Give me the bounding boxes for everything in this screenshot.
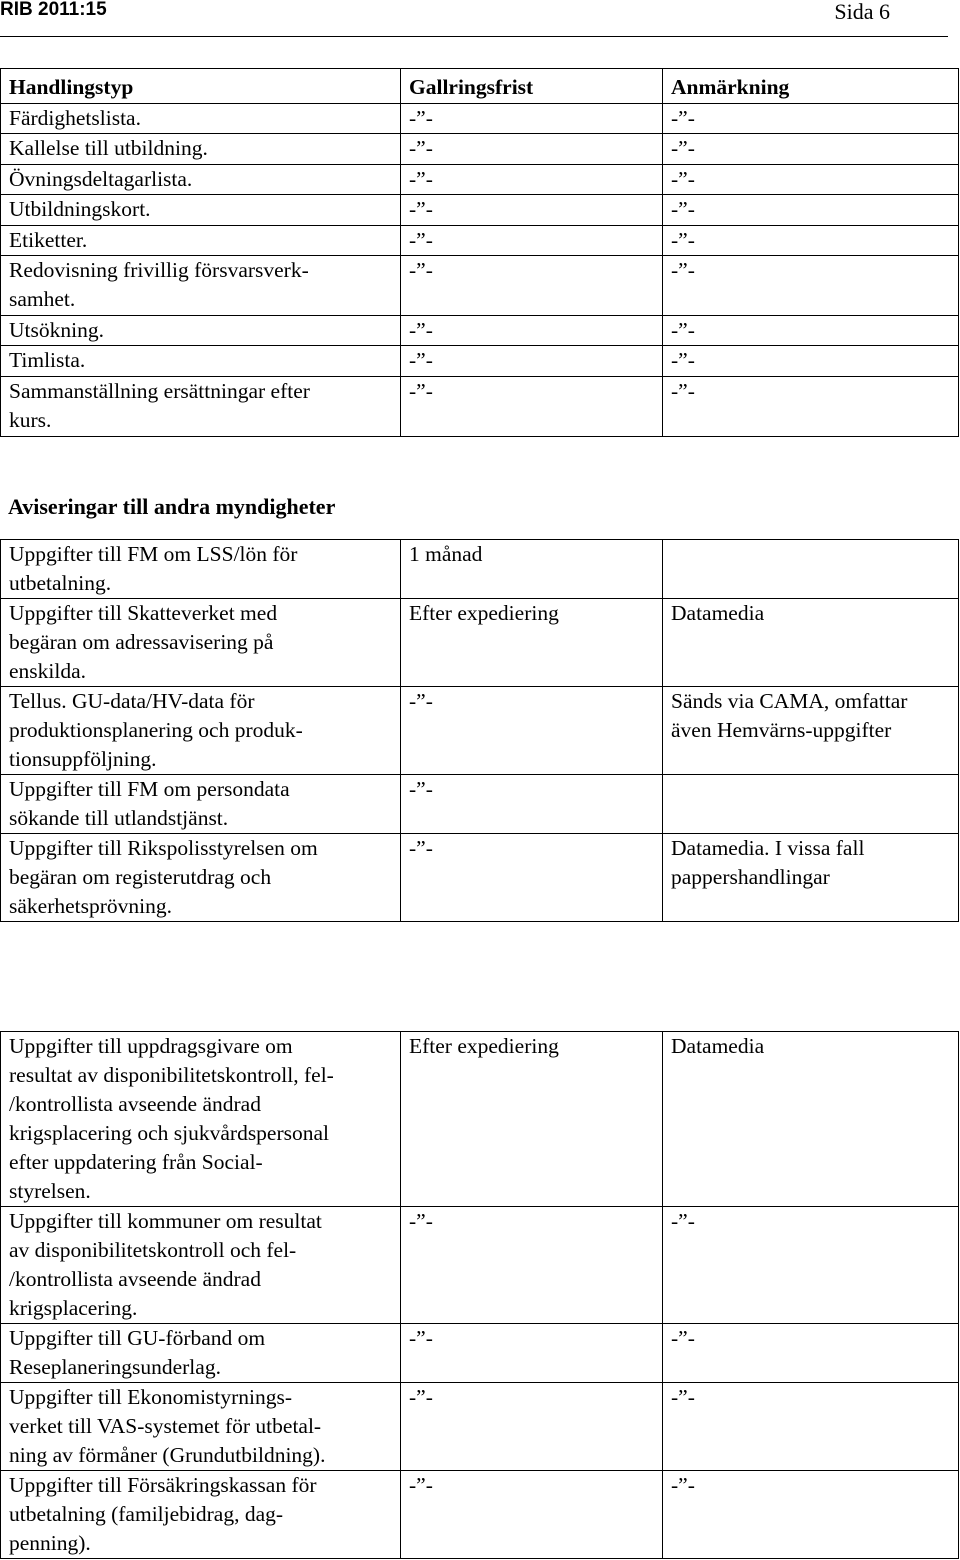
type-text: Uppgifter till Rikspolisstyrelsen om begäran om registerutdrag och säkerhetsprövning.	[9, 836, 318, 918]
cell-period	[401, 1471, 663, 1559]
table-row	[1, 1324, 959, 1383]
note-text: -”-	[671, 1209, 695, 1233]
cell-period	[401, 1324, 663, 1383]
period-text: -”-	[409, 1326, 433, 1350]
note-text: Datamedia	[671, 601, 765, 625]
cell-note	[663, 255, 959, 315]
cell-type	[1, 195, 401, 225]
period-text: -”-	[409, 197, 433, 222]
cell-type	[1, 103, 401, 133]
cell-period	[401, 599, 663, 687]
cell-note	[663, 599, 959, 687]
table-row	[1, 1383, 959, 1471]
table2-body	[1, 540, 959, 922]
document-id: RIB 2011:15	[0, 0, 107, 20]
column-header-period: Gallringsfrist	[401, 69, 663, 104]
cell-type	[1, 1383, 401, 1471]
table-row	[1, 1207, 959, 1324]
cell-note	[663, 1383, 959, 1471]
cell-type	[1, 1471, 401, 1559]
note-text: Sänds via CAMA, omfattar även Hemvärns-uppgifter	[671, 689, 908, 742]
period-text: -”-	[409, 1473, 433, 1497]
note-text: -”-	[671, 197, 695, 222]
type-text: Uppgifter till Ekonomistyrnings- verket till VAS-systemet för utbetal- ning av förmåner (Grundutbildning).	[9, 1385, 326, 1467]
cell-period	[401, 1383, 663, 1471]
cell-note	[663, 376, 959, 436]
records-table-3	[0, 1031, 959, 1559]
period-text: -”-	[409, 348, 433, 373]
type-text: Färdighetslista.	[9, 105, 141, 130]
note-text: -”-	[671, 105, 695, 130]
cell-period	[401, 164, 663, 194]
records-table-1	[0, 68, 959, 437]
cell-period	[401, 834, 663, 922]
cell-note	[663, 346, 959, 376]
period-text: -”-	[409, 689, 433, 713]
cell-note	[663, 164, 959, 194]
cell-period	[401, 134, 663, 164]
table-row	[1, 1032, 959, 1207]
note-text: Datamedia	[671, 1034, 765, 1058]
cell-type	[1, 346, 401, 376]
table-row	[1, 599, 959, 687]
cell-type	[1, 1207, 401, 1324]
cell-note	[663, 1207, 959, 1324]
note-text: -”-	[671, 227, 695, 252]
table-header-row	[1, 69, 959, 104]
cell-period	[401, 775, 663, 834]
cell-note	[663, 775, 959, 834]
cell-type	[1, 834, 401, 922]
type-text: Uppgifter till FM om persondata sökande till utlandstjänst.	[9, 777, 290, 830]
table-row	[1, 540, 959, 599]
cell-note	[663, 134, 959, 164]
page-header	[0, 0, 948, 37]
table-row	[1, 195, 959, 225]
cell-type	[1, 164, 401, 194]
type-text: Kallelse till utbildning.	[9, 136, 208, 161]
table-row	[1, 834, 959, 922]
cell-note	[663, 315, 959, 345]
table-row	[1, 346, 959, 376]
cell-note	[663, 1324, 959, 1383]
cell-type	[1, 1324, 401, 1383]
note-text: -”-	[671, 317, 695, 342]
cell-note	[663, 1032, 959, 1207]
note-text: Datamedia. I vissa fall pappershandlingar	[671, 836, 865, 889]
cell-type	[1, 687, 401, 775]
cell-period	[401, 225, 663, 255]
type-text: Tellus. GU-data/HV-data för produktionsplanering och produk- tionsuppföljning.	[9, 689, 303, 771]
note-text: -”-	[671, 378, 695, 403]
cell-note	[663, 1471, 959, 1559]
cell-note	[663, 225, 959, 255]
period-text: -”-	[409, 166, 433, 191]
note-text: -”-	[671, 348, 695, 373]
cell-type	[1, 376, 401, 436]
table3-body	[1, 1032, 959, 1559]
cell-period	[401, 315, 663, 345]
type-text: Uppgifter till FM om LSS/lön för utbetalning.	[9, 542, 298, 595]
cell-type	[1, 255, 401, 315]
type-text: Uppgifter till kommuner om resultat av disponibilitetskontroll och fel- /kontrollista avseende ändrad krigsplacering.	[9, 1209, 322, 1320]
note-text: -”-	[671, 1385, 695, 1409]
note-text: -”-	[671, 257, 695, 282]
column-header-type: Handlingstyp	[1, 69, 401, 104]
table-row	[1, 376, 959, 436]
cell-period	[401, 1032, 663, 1207]
table-row	[1, 255, 959, 315]
cell-note	[663, 195, 959, 225]
cell-period	[401, 376, 663, 436]
cell-period	[401, 103, 663, 133]
cell-note	[663, 540, 959, 599]
section-title: Aviseringar till andra myndigheter	[8, 494, 336, 519]
table-row	[1, 134, 959, 164]
table-row	[1, 1471, 959, 1559]
table-row	[1, 775, 959, 834]
table-row	[1, 225, 959, 255]
cell-period	[401, 346, 663, 376]
period-text: -”-	[409, 378, 433, 403]
cell-type	[1, 1032, 401, 1207]
page-number: Sida 6	[834, 0, 890, 24]
period-text: -”-	[409, 836, 433, 860]
type-text: Uppgifter till Försäkringskassan för utbetalning (familjebidrag, dag- penning).	[9, 1473, 317, 1555]
period-text: -”-	[409, 105, 433, 130]
type-text: Redovisning frivillig försvarsverk- samhet.	[9, 257, 309, 311]
table-row	[1, 103, 959, 133]
cell-period	[401, 1207, 663, 1324]
column-header-note: Anmärkning	[663, 69, 959, 104]
cell-type	[1, 540, 401, 599]
type-text: Uppgifter till GU-förband om Reseplaneringsunderlag.	[9, 1326, 266, 1379]
period-text: -”-	[409, 136, 433, 161]
period-text: 1 månad	[409, 542, 483, 566]
cell-period	[401, 255, 663, 315]
cell-note	[663, 834, 959, 922]
cell-type	[1, 315, 401, 345]
cell-type	[1, 134, 401, 164]
table1-body	[1, 69, 959, 437]
table-row	[1, 164, 959, 194]
note-text: -”-	[671, 166, 695, 191]
table-row	[1, 315, 959, 345]
period-text: -”-	[409, 1385, 433, 1409]
period-text: -”-	[409, 227, 433, 252]
type-text: Uppgifter till Skatteverket med begäran om adressavisering på enskilda.	[9, 601, 278, 683]
type-text: Uppgifter till uppdragsgivare om resultat av disponibilitetskontroll, fel- /kontrollista avseende ändrad krigsplacering och sjukvårdspersonal efter uppdatering från Social- styrelsen.	[9, 1034, 334, 1203]
type-text: Övningsdeltagarlista.	[9, 166, 193, 191]
cell-period	[401, 195, 663, 225]
type-text: Sammanställning ersättningar efter kurs.	[9, 378, 310, 432]
note-text: -”-	[671, 1326, 695, 1350]
cell-note	[663, 687, 959, 775]
type-text: Etiketter.	[9, 227, 88, 252]
period-text: -”-	[409, 317, 433, 342]
table-row	[1, 687, 959, 775]
period-text: Efter expediering	[409, 1034, 559, 1058]
note-text: -”-	[671, 136, 695, 161]
note-text: -”-	[671, 1473, 695, 1497]
records-table-2	[0, 539, 959, 922]
type-text: Utbildningskort.	[9, 197, 151, 222]
period-text: -”-	[409, 1209, 433, 1233]
cell-type	[1, 599, 401, 687]
type-text: Utsökning.	[9, 317, 104, 342]
cell-type	[1, 775, 401, 834]
cell-note	[663, 103, 959, 133]
cell-type	[1, 225, 401, 255]
period-text: -”-	[409, 257, 433, 282]
cell-period	[401, 540, 663, 599]
period-text: Efter expediering	[409, 601, 559, 625]
type-text: Timlista.	[9, 348, 86, 373]
period-text: -”-	[409, 777, 433, 801]
cell-period	[401, 687, 663, 775]
